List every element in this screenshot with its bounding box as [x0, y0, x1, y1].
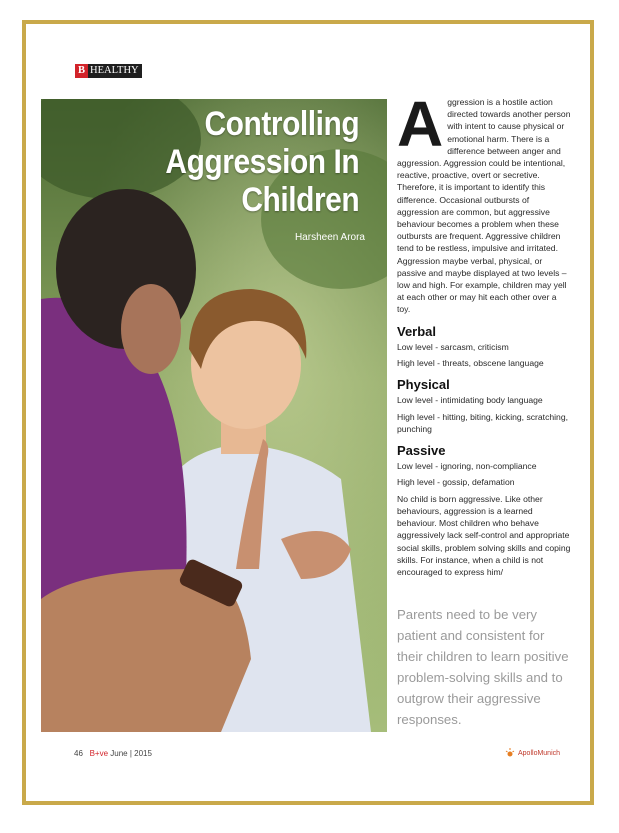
physical-low: Low level - intimidating body language [397, 395, 543, 406]
drop-cap: A [397, 88, 444, 160]
pull-quote: Parents need to be very patient and consistent for their children to learn positive problem-solving skills and to outgrow their aggressive responses. [397, 607, 569, 727]
section-tag [75, 64, 142, 78]
intro-text: ggression is a hostile action directed towards another person with intent to cause physical or emotional harm. There is a difference between anger and aggression. Aggression could be intentional, reactive, proactive, overt or secretive. Therefore, it is important to identify this difference. Occasional outbursts of aggression are common, but aggressive behaviour becomes a problem when these outbursts are frequent. Aggressive children tend to be restless, impulsive and irritated. Aggression maybe verbal, physical, or passive and maybe displayed at two levels – low and high. For example, children may yell at each other or may hit each other over a toy. [397, 97, 571, 315]
physical-high: High level - hitting, biting, kicking, scratching, punching [397, 411, 568, 434]
section-label: HEALTHY [90, 65, 139, 76]
author-byline: Harsheen Arora [294, 232, 365, 243]
heading-physical: Physical [397, 377, 450, 393]
issue-date: June | 2015 [110, 749, 152, 758]
section-letter: B [75, 64, 88, 78]
article-body [397, 88, 572, 584]
verbal-low: Low level - sarcasm, criticism [397, 341, 509, 352]
sponsor-logo [505, 748, 560, 758]
heading-verbal: Verbal [397, 323, 437, 339]
article-photo [41, 99, 387, 732]
verbal-high: High level - threats, obscene language [397, 358, 544, 369]
title-line: Aggression In [165, 143, 359, 181]
intro-paragraph [397, 88, 572, 316]
title-line: Controlling [204, 105, 359, 143]
passive-high: High level - gossip, defamation [397, 477, 515, 488]
passive-low: Low level - ignoring, non-compliance [397, 461, 537, 472]
magazine-name: B+ve [89, 749, 109, 758]
sponsor-name: ApolloMunich [518, 749, 561, 757]
sun-icon [505, 748, 515, 758]
article-title [165, 105, 359, 219]
title-line: Children [241, 181, 359, 219]
page-footer [74, 749, 152, 758]
heading-passive: Passive [397, 443, 446, 459]
page-number: 46 [74, 749, 83, 758]
closing-paragraph: No child is born aggressive. Like other behaviours, aggression is a learned behaviour. Most children who behave aggressively lack self-control and appropriate social skills, problem solving skills and coping skills. For instance, when a child is not encouraged to express him/ [397, 493, 571, 577]
